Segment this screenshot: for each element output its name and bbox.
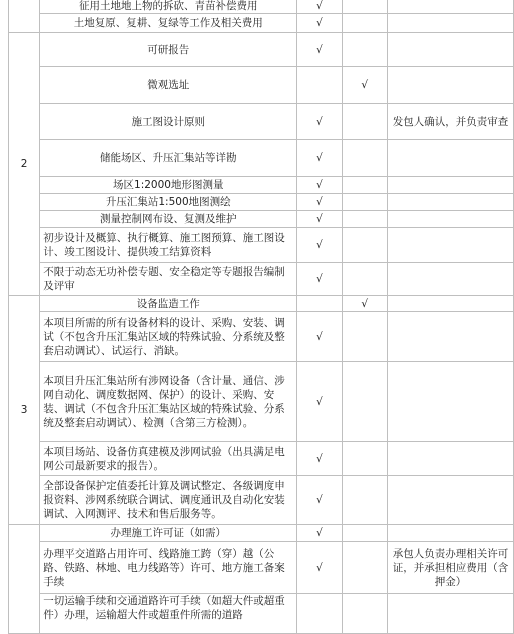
note-cell (387, 312, 513, 362)
item-cell: 施工图设计原则 (40, 104, 297, 140)
employer-check-cell (342, 0, 387, 14)
contractor-check: √ (297, 177, 342, 194)
item-cell: 本项目场站、设备仿真建模及涉网试验（出具满足电网公司最新要求的报告）。 (40, 442, 297, 476)
contractor-check: √ (297, 228, 342, 263)
row-number-cell: 3 (9, 296, 40, 525)
contractor-check: √ (297, 263, 342, 296)
contractor-check: √ (297, 362, 342, 442)
note-cell (387, 177, 513, 194)
table-row (9, 228, 514, 263)
table-row (9, 33, 514, 67)
table-row (9, 211, 514, 228)
employer-check-cell (342, 14, 387, 33)
contractor-check: √ (297, 442, 342, 476)
employer-check: √ (342, 296, 387, 312)
item-cell: 初步设计及概算、执行概算、施工图预算、施工图设计、竣工图设计、提供竣工结算资料 (40, 228, 297, 263)
employer-check-cell (342, 525, 387, 542)
table-row (9, 525, 514, 542)
item-cell: 办理平交道路占用许可、线路施工跨（穿）越（公路、铁路、林地、电力线路等）许可、地方施工备案手续 (40, 542, 297, 594)
table-row (9, 0, 514, 14)
note-cell (387, 263, 513, 296)
employer-check-cell (342, 177, 387, 194)
employer-check-cell (342, 228, 387, 263)
table-row (9, 194, 514, 211)
item-cell: 升压汇集站1:500地图测绘 (40, 194, 297, 211)
contractor-check: √ (297, 525, 342, 542)
note-cell (387, 14, 513, 33)
note-cell: 发包人确认，并负责审查 (387, 104, 513, 140)
employer-check-cell (342, 33, 387, 67)
contractor-check: √ (297, 14, 342, 33)
item-cell: 储能场区、升压汇集站等详勘 (40, 140, 297, 177)
contractor-check: √ (297, 476, 342, 525)
table-row (9, 476, 514, 525)
responsibility-table (8, 0, 514, 634)
item-cell: 可研报告 (40, 33, 297, 67)
note-cell (387, 0, 513, 14)
note-cell (387, 594, 513, 634)
row-number-cell (9, 0, 40, 33)
note-cell (387, 476, 513, 525)
item-cell: 本项目所需的所有设备材料的设计、采购、安装、调试（不包含升压汇集站区域的特殊试验、分系统及整套启动调试）、试运行、消缺。 (40, 312, 297, 362)
employer-check-cell (342, 211, 387, 228)
item-cell: 设备监造工作 (40, 296, 297, 312)
employer-check-cell (342, 312, 387, 362)
row-number-cell (9, 525, 40, 634)
note-cell (387, 525, 513, 542)
note-cell (387, 33, 513, 67)
employer-check-cell (342, 140, 387, 177)
table-row (9, 362, 514, 442)
contractor-check-cell (297, 67, 342, 104)
table-row (9, 104, 514, 140)
item-cell: 全部设备保护定值委托计算及调试整定、各级调度申报资料、涉网系统联合调试、调度通讯及自动化安装调试、入网测评、技术和售后服务等。 (40, 476, 297, 525)
contractor-check: √ (297, 104, 342, 140)
contractor-check: √ (297, 194, 342, 211)
item-cell: 土地复原、复耕、复绿等工作及相关费用 (40, 14, 297, 33)
item-cell: 不限于动态无功补偿专题、安全稳定等专题报告编制及评审 (40, 263, 297, 296)
item-cell: 办理施工许可证（如需） (40, 525, 297, 542)
employer-check-cell (342, 104, 387, 140)
item-cell: 测量控制网布设、复测及维护 (40, 211, 297, 228)
note-cell (387, 228, 513, 263)
employer-check-cell (342, 476, 387, 525)
item-cell: 场区1:2000地形图测量 (40, 177, 297, 194)
item-cell: 微观选址 (40, 67, 297, 104)
contractor-check: √ (297, 33, 342, 67)
note-cell (387, 442, 513, 476)
contractor-check-cell (297, 296, 342, 312)
employer-check-cell (342, 542, 387, 594)
table-row (9, 263, 514, 296)
contractor-check: √ (297, 140, 342, 177)
table-row (9, 542, 514, 594)
item-cell: 本项目升压汇集站所有涉网设备（含计量、通信、涉网自动化、调度数据网、保护）的设计、采购、安装、调试（不包含升压汇集站区域的特殊试验、分系统及整套启动调试）、检测（含第三方检测）。 (40, 362, 297, 442)
employer-check-cell (342, 442, 387, 476)
contractor-check: √ (297, 312, 342, 362)
note-cell (387, 194, 513, 211)
note-cell (387, 362, 513, 442)
note-cell (387, 211, 513, 228)
table-row (9, 177, 514, 194)
employer-check-cell (342, 594, 387, 634)
employer-check-cell (342, 362, 387, 442)
employer-check: √ (342, 67, 387, 104)
item-cell: 一切运输手续和交通道路许可手续（如超大件或超重件）办理，运输超大件或超重件所需的道路 (40, 594, 297, 634)
contractor-check-cell (297, 594, 342, 634)
contractor-check: √ (297, 211, 342, 228)
note-cell (387, 67, 513, 104)
item-cell: 征用土地地上物的拆砍、青苗补偿费用 (40, 0, 297, 14)
table-row (9, 594, 514, 634)
note-cell (387, 140, 513, 177)
table-row (9, 312, 514, 362)
table-row (9, 14, 514, 33)
contractor-check: √ (297, 0, 342, 14)
note-cell (387, 296, 513, 312)
contractor-check: √ (297, 542, 342, 594)
note-cell: 承包人负责办理相关许可证，并承担相应费用（含押金） (387, 542, 513, 594)
table-row (9, 140, 514, 177)
employer-check-cell (342, 194, 387, 211)
table-row (9, 296, 514, 312)
table-row (9, 67, 514, 104)
table-row (9, 442, 514, 476)
row-number-cell: 2 (9, 33, 40, 296)
employer-check-cell (342, 263, 387, 296)
